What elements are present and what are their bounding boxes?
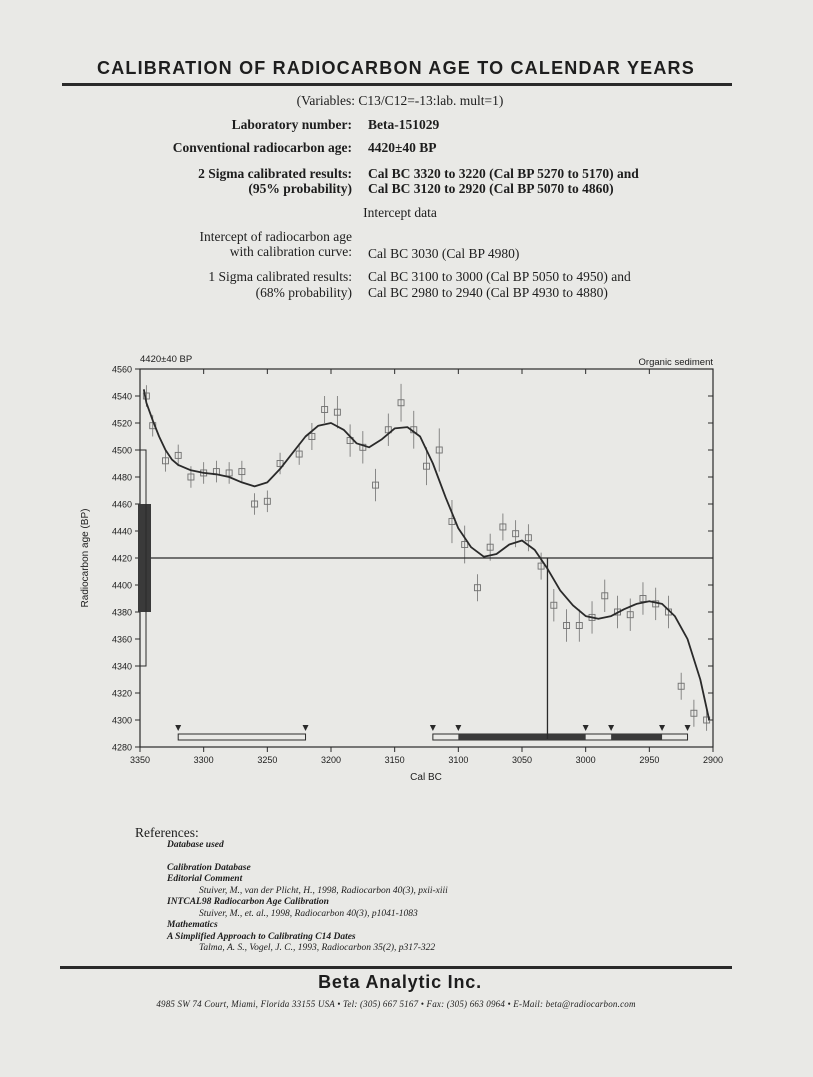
references-heading: References: [135,825,199,840]
conventional-age-label: Conventional radiocarbon age: [172,140,352,155]
x-tick-label: 3300 [193,755,214,765]
y-tick-label: 4300 [111,715,132,726]
document-title: CALIBRATION OF RADIOCARBON AGE TO CALENDAR YEARS [97,58,695,78]
y-tick-label: 4540 [111,391,132,402]
x-axis [130,369,723,765]
y-tick-label: 4440 [111,526,132,537]
sigma2-value-line2: Cal BC 3120 to 2920 (Cal BP 5070 to 4860) [368,181,614,196]
range-marker-arrow [175,725,181,731]
chart-subtitle: Organic sediment [638,357,713,368]
calibration-curve [144,389,709,720]
conventional-age-value: 4420±40 BP [368,140,437,155]
chart-title: 4420±40 BP [140,354,193,365]
reference-1: Stuiver, M., van der Plicht, H., 1998, Radiocarbon 40(3), pxii-xiii [199,885,448,896]
simplified-approach-heading: A Simplified Approach to Calibrating C14 Dates [167,931,356,942]
x-axis-label: Cal BC [410,772,442,783]
y-tick-label: 4280 [111,742,132,753]
top-rule [62,83,732,86]
x-tick-label: 3200 [320,755,342,765]
range-marker-arrow [455,725,461,731]
intcal98-heading: INTCAL98 Radiocarbon Age Calibration [167,897,329,907]
y-tick-label: 4360 [111,634,132,645]
range-marker-arrow [430,725,436,731]
x-tick-label: 2950 [639,755,660,765]
range-marker-arrow [659,725,665,731]
company-address: 4985 SW 74 Court, Miami, Florida 33155 USA • Tel: (305) 667 5167 • Fax: (305) 663 0964 • E-Mail: beta@radiocarbon.com [156,999,636,1009]
sigma1-value-line1: Cal BC 3100 to 3000 (Cal BP 5050 to 4950) and [368,269,631,284]
reference-2: Stuiver, M., et. al., 1998, Radiocarbon 40(3), p1041-1083 [199,908,418,919]
y-tick-label: 4520 [111,418,132,429]
x-tick-label: 3250 [257,755,278,765]
y-tick-label: 4340 [111,661,132,672]
y-tick-label: 4380 [111,607,132,618]
x-tick-label: 2900 [702,755,724,765]
x-tick-label: 3150 [384,755,405,765]
intercept-label-line2: with calibration curve: [229,244,352,259]
sigma1-value-line2: Cal BC 2980 to 2940 (Cal BP 4930 to 4880) [368,285,608,300]
data-points [143,384,709,731]
sigma1-range-bar [611,734,662,740]
calibration-chart-svg [70,348,730,788]
sigma1-range-bar [458,734,585,740]
x-tick-label: 3350 [129,755,151,765]
variables-line: (Variables: C13/C12=-13:lab. mult=1) [296,93,504,108]
range-marker-arrow [608,725,614,731]
y-tick-label: 4500 [111,445,132,456]
y-tick-label: 4480 [111,472,132,483]
intercept-heading: Intercept data [363,205,437,220]
lab-number-label: Laboratory number: [231,117,352,132]
bottom-rule [60,966,732,969]
sigma2-value-line1: Cal BC 3320 to 3220 (Cal BP 5270 to 5170) and [368,166,639,181]
lab-number-value: Beta-151029 [368,117,440,132]
sigma2-label-line2: (95% probability) [248,181,352,196]
reference-3: Talma, A. S., Vogel, J. C., 1993, Radiocarbon 35(2), p317-322 [199,943,436,953]
mathematics-heading: Mathematics [167,920,218,930]
x-tick-label: 3100 [448,755,469,765]
range-marker-arrow [303,725,309,731]
references-section [135,826,695,955]
calibration-chart [70,348,730,788]
sigma2-range-bar [178,734,305,740]
y-tick-label: 4460 [111,499,132,510]
range-marker-arrow [685,725,691,731]
sigma1-label-line2: (68% probability) [255,285,352,300]
calibrated-ranges [175,725,690,740]
sigma1-age-band [138,504,151,612]
intercept-value: Cal BC 3030 (Cal BP 4980) [368,246,520,261]
company-name: Beta Analytic Inc. [318,972,482,992]
sigma2-label-line1: 2 Sigma calibrated results: [198,166,352,181]
sigma1-label-line1: 1 Sigma calibrated results: [208,269,352,284]
range-marker-arrow [583,725,589,731]
y-tick-label: 4320 [111,688,132,699]
y-tick-label: 4420 [111,553,132,564]
x-tick-label: 3000 [575,755,596,765]
y-tick-label: 4560 [111,364,132,375]
x-tick-label: 3050 [511,755,533,765]
database-used: Database used [167,840,224,850]
y-tick-label: 4400 [111,580,132,591]
y-axis-label: Radiocarbon age (BP) [80,508,91,608]
measurement-overlay [138,450,713,739]
intercept-label-line1: Intercept of radiocarbon age [199,229,352,244]
editorial-comment: Editorial Comment [167,874,243,884]
calibration-database: Calibration Database [167,862,251,873]
